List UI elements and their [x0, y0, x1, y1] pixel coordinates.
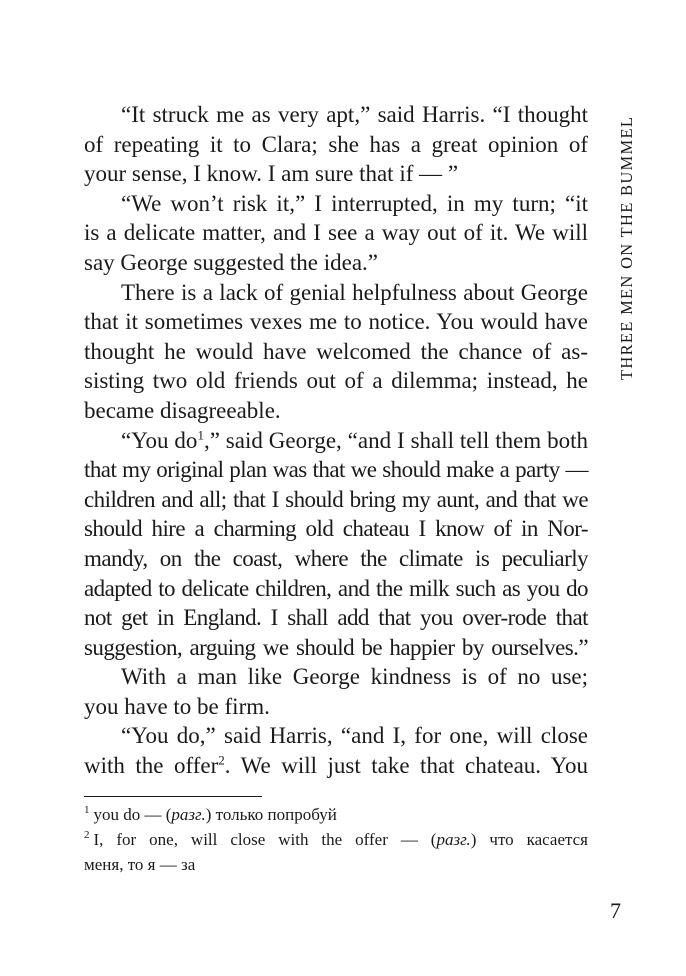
footnote-1 [84, 802, 588, 827]
text-line: children and all; that I should bring my aunt, and that we [84, 486, 588, 512]
footnote-text: ) что касается [470, 830, 589, 849]
text-line: should hire a charming old chateau I know of in Nor- [84, 516, 588, 542]
text-line-with-footnote [84, 426, 588, 456]
text-line: thought he would have welcomed the chance of as- [84, 338, 588, 364]
running-head: THREE MEN ON THE BUMMEL [617, 115, 636, 380]
text-line: that it sometimes vexes me to notice. You would have [84, 309, 588, 335]
text-line: mandy, on the coast, where the climate is peculiarly [84, 545, 588, 571]
line-segment: . We will just take that chateau. You [224, 753, 588, 779]
footnote-2 [84, 827, 588, 877]
text-line-with-footnote [84, 751, 588, 781]
text-line: There is a lack of genial helpfulness about George [121, 279, 588, 305]
text-line: became disagreeable. [84, 397, 281, 423]
line-segment: with the offer [84, 753, 219, 779]
text-line: suggestion, arguing we should be happier by ourselves.” [84, 634, 588, 660]
footnote-ref: 1 [197, 426, 204, 442]
footnote-divider [84, 796, 262, 797]
text-line: is a delicate matter, and I see a way out of it. We will [84, 220, 588, 246]
footnote-line [84, 827, 588, 852]
page-number: 7 [610, 898, 621, 923]
footnote-text: ) только попробуй [205, 805, 337, 824]
footnote-abbrev: разг. [171, 805, 206, 824]
text-line: “We won’t risk it,” I interrupted, in my turn; “it [121, 190, 588, 216]
footnote-text: I, for one, will close with the offer — ( [93, 830, 437, 849]
text-line: adapted to delicate children, and the milk such as you do [84, 575, 588, 601]
footnote-number: 2 [84, 829, 90, 842]
text-line: you have to be firm. [84, 693, 270, 719]
text-line: “You do,” said Harris, “and I, for one, will close [121, 723, 588, 749]
footnote-abbrev: разг. [436, 830, 471, 849]
footnote-line: меня, то я — за [84, 855, 196, 874]
text-line: With a man like George kindness is of no use; [121, 664, 588, 690]
footnote-line [84, 802, 588, 827]
footnote-text: you do — ( [93, 805, 172, 824]
footnote-ref: 2 [218, 752, 225, 768]
footnote-number: 1 [84, 804, 90, 817]
text-line: not get in England. I shall add that you over-rode that [84, 605, 588, 631]
footnotes [84, 802, 588, 877]
text-line: your sense, I know. I am sure that if — ” [84, 161, 459, 187]
text-line: sisting two old friends out of a dilemma; instead, he [84, 368, 588, 394]
text-line: “It struck me as very apt,” said Harris. “I thought [121, 102, 588, 127]
text-line: that my original plan was that we should make a party — [84, 457, 588, 483]
text-line: say George suggested the idea.” [84, 249, 379, 275]
text-line: of repeating it to Clara; she has a great opinion of [84, 131, 588, 157]
body-text [84, 100, 588, 781]
line-segment: ,” said George, “and I shall tell them both [203, 427, 588, 453]
line-segment: “You do [121, 427, 198, 453]
